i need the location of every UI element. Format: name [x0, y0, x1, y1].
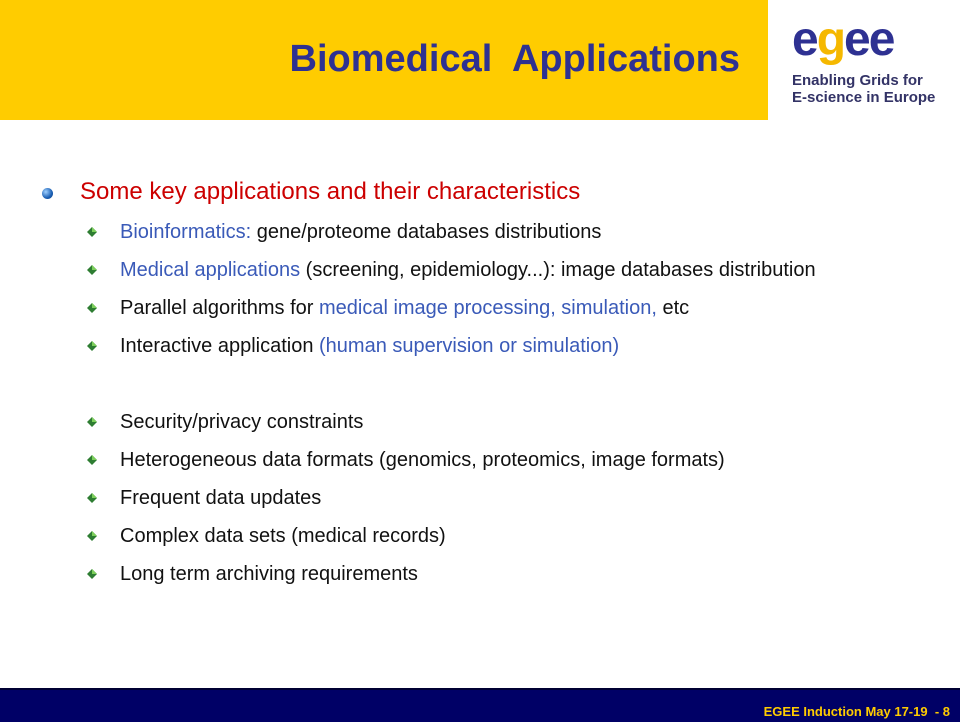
sub-bullet-item — [38, 410, 940, 434]
highlighted-text: (human supervision or simulation) — [319, 335, 620, 357]
egee-logo-word — [792, 14, 893, 66]
sub-bullet-text — [120, 487, 321, 509]
plain-text: Parallel algorithms for — [120, 297, 319, 319]
slide-content — [38, 178, 938, 600]
sub-bullet-item — [38, 334, 940, 358]
green-diamond-bullet-icon — [86, 302, 98, 314]
sub-bullet-text — [120, 335, 619, 357]
sub-bullet-item — [38, 296, 940, 320]
sub-bullet-item — [38, 486, 940, 510]
sub-bullet-item — [38, 448, 940, 472]
footer-text: EGEE Induction May 17-19 - 8 — [763, 704, 950, 719]
footer-bar — [0, 688, 960, 722]
logo-tagline-line-1: Enabling Grids for — [792, 72, 923, 89]
logo-letter-e2: e — [844, 13, 869, 66]
logo-letter-e3: e — [868, 13, 894, 66]
sub-bullet-list-characteristics — [38, 410, 938, 586]
plain-text: (screening, epidemiology...): image databases distribution — [300, 259, 816, 281]
sub-bullet-item — [38, 524, 940, 548]
green-diamond-bullet-icon — [86, 454, 98, 466]
plain-text: Security/privacy constraints — [120, 411, 364, 433]
highlighted-text: Bioinformatics: — [120, 221, 257, 243]
plain-text: Frequent data updates — [120, 487, 322, 509]
logo-tagline-line-2: E-science in Europe — [792, 89, 936, 106]
plain-text: Complex data sets (medical records) — [120, 525, 446, 547]
plain-text: etc — [656, 297, 690, 319]
sub-bullet-list-applications — [38, 220, 938, 358]
green-diamond-bullet-icon — [86, 530, 98, 542]
sub-bullet-text — [120, 297, 689, 319]
plain-text: Interactive application — [120, 335, 320, 357]
plain-text: Heterogeneous data formats (genomics, proteomics, image formats) — [120, 449, 725, 471]
egee-logo-tagline — [792, 72, 952, 106]
main-bullet — [38, 178, 938, 206]
sub-bullet-item — [38, 220, 940, 244]
green-diamond-bullet-icon — [86, 416, 98, 428]
header-bar — [0, 0, 768, 120]
logo-letter-e1: e — [792, 13, 817, 66]
plain-text: gene/proteome databases distributions — [256, 221, 602, 243]
green-diamond-bullet-icon — [86, 264, 98, 276]
green-diamond-bullet-icon — [86, 568, 98, 580]
sub-bullet-text — [120, 525, 446, 547]
logo-letter-g: g — [816, 13, 845, 66]
list-spacer — [38, 372, 938, 410]
green-diamond-bullet-icon — [86, 492, 98, 504]
sub-bullet-text — [120, 259, 816, 281]
sub-bullet-item — [38, 258, 940, 282]
sub-bullet-item — [38, 562, 940, 586]
highlighted-text: medical image processing, simulation, — [318, 297, 657, 319]
highlighted-text: Medical applications — [120, 259, 301, 281]
main-heading: Some key applications and their characteristics — [80, 178, 581, 205]
sub-bullet-text — [120, 411, 363, 433]
green-diamond-bullet-icon — [86, 226, 98, 238]
sphere-bullet-icon — [42, 188, 53, 199]
slide-title: Biomedical Applications — [289, 38, 740, 80]
sub-bullet-text — [120, 449, 725, 471]
plain-text: Long term archiving requirements — [120, 563, 418, 585]
sub-bullet-text — [120, 221, 601, 243]
green-diamond-bullet-icon — [86, 340, 98, 352]
sub-bullet-text — [120, 563, 418, 585]
